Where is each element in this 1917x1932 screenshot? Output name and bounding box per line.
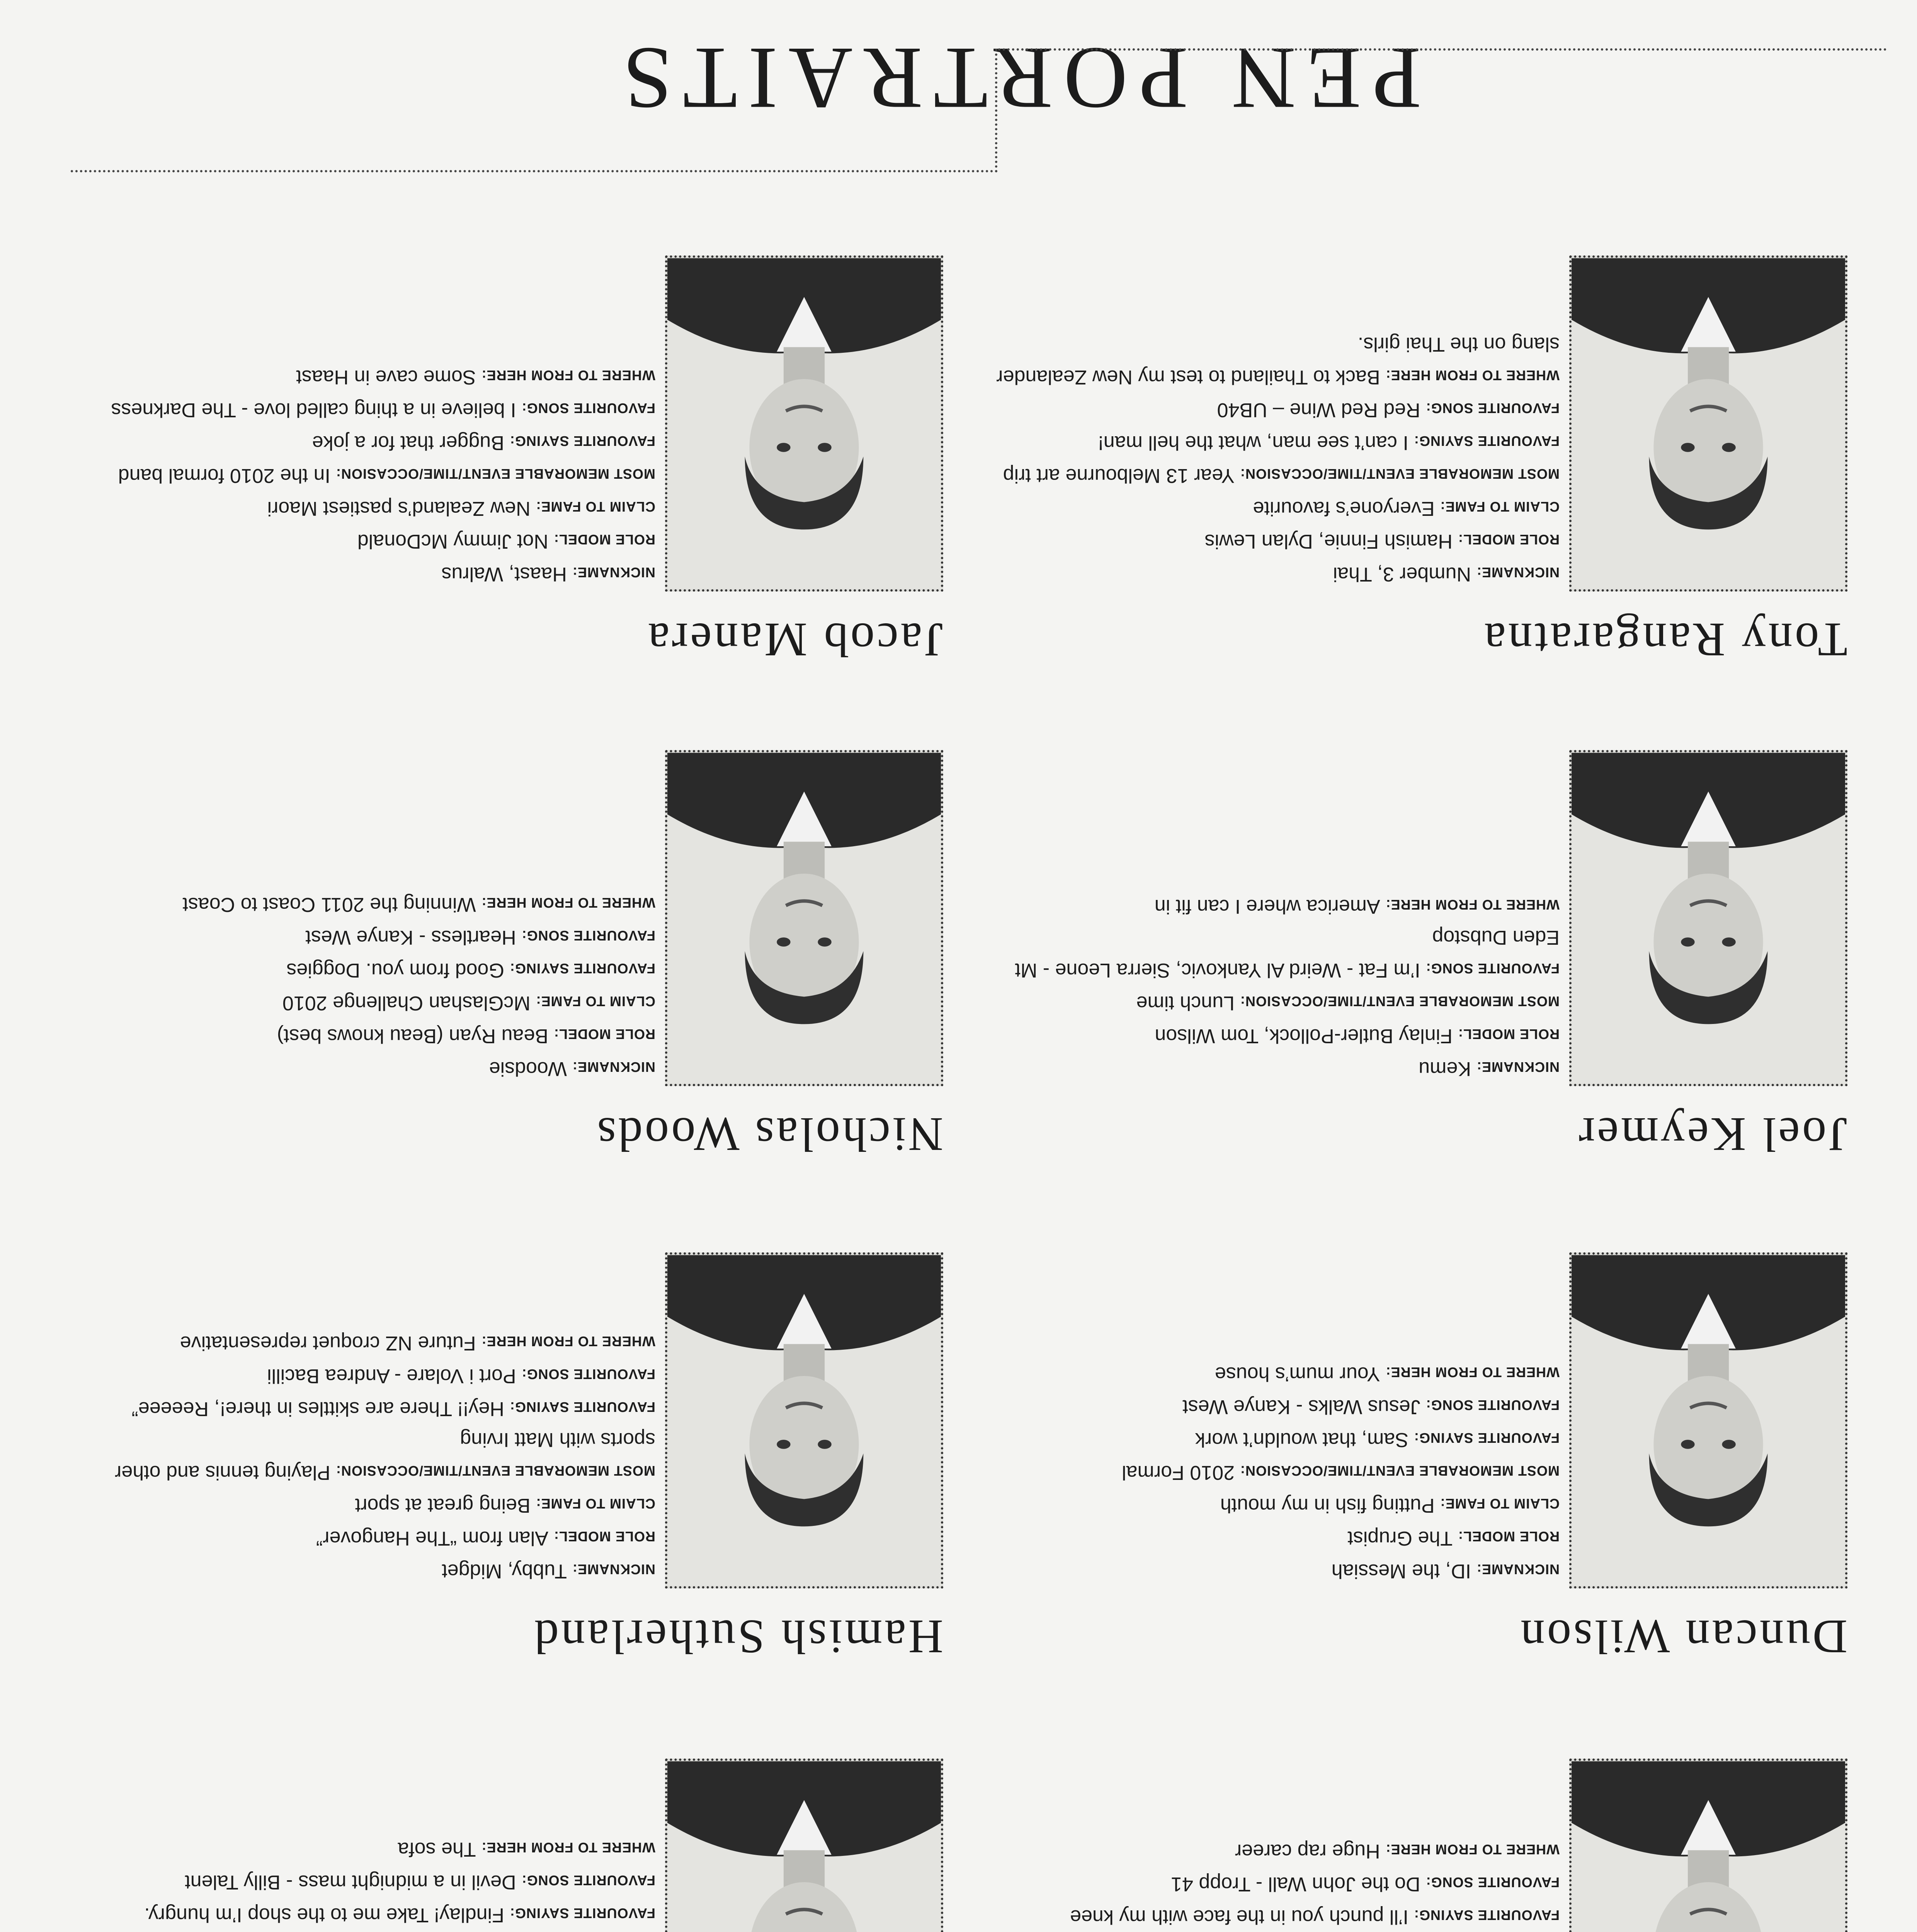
field-label: FAVOURITE SAYING: xyxy=(509,433,655,449)
field-role-model xyxy=(988,524,1560,557)
field-label: WHERE TO FROM HERE: xyxy=(481,1840,655,1855)
field-label: FAVOURITE SAYING: xyxy=(509,961,655,976)
field-label: ROLE MODEL: xyxy=(554,1026,655,1042)
portrait-photo xyxy=(1569,1759,1847,1932)
portrait-photo xyxy=(665,1252,943,1588)
field-label: ROLE MODEL: xyxy=(1458,1529,1560,1544)
field-saying xyxy=(83,1898,655,1930)
field-label: WHERE TO FROM HERE: xyxy=(481,895,655,911)
field-label: WHERE TO FROM HERE: xyxy=(481,1333,655,1349)
field-label: WHERE TO FROM HERE: xyxy=(1385,1364,1560,1380)
field-saying xyxy=(83,953,655,986)
field-label: FAVOURITE SAYING: xyxy=(1414,1430,1560,1446)
field-saying xyxy=(83,1391,655,1424)
field-value: New Zealand’s pastiest Maori xyxy=(267,497,531,520)
field-label: MOST MEMORABLE EVENT/TIME/OCCASION: xyxy=(1240,466,1560,482)
portrait-details xyxy=(988,889,1560,1084)
portrait-details xyxy=(83,887,655,1084)
field-label: NICKNAME: xyxy=(1476,1561,1560,1577)
field-label: FAVOURITE SONG: xyxy=(521,400,655,416)
portrait-photo xyxy=(665,750,943,1086)
field-value: Kemu xyxy=(1419,1058,1471,1080)
field-value: ID, the Messiah xyxy=(1331,1560,1471,1582)
field-saying xyxy=(988,1900,1560,1932)
portrait-william-kemp xyxy=(74,1718,943,1932)
field-value: America where I can fit in xyxy=(1154,895,1380,918)
field-label: FAVOURITE SONG: xyxy=(521,1872,655,1888)
field-value: I’ll punch you in the face with my knee xyxy=(1070,1906,1408,1928)
field-label: FAVOURITE SONG: xyxy=(1425,961,1560,976)
field-value: Playing tennis and other sports with Matt Irving xyxy=(115,1429,655,1484)
portrait-details xyxy=(83,360,655,590)
portrait-photo xyxy=(665,255,943,592)
field-value: Bugger that for a joke xyxy=(312,432,504,454)
portrait-photo xyxy=(665,1759,943,1932)
field-song xyxy=(83,393,655,425)
field-nickname xyxy=(988,1554,1560,1587)
portrait-photo xyxy=(1569,255,1847,592)
portrait-details xyxy=(83,1326,655,1587)
portrait-tony-rangaratna xyxy=(978,215,1847,667)
portrait-details xyxy=(988,1834,1560,1932)
field-where xyxy=(988,889,1560,922)
portrait-name: Nicholas Woods xyxy=(595,1107,943,1161)
field-label: FAVOURITE SAYING: xyxy=(509,1905,655,1921)
portrait-jacob-manera xyxy=(74,215,943,667)
field-where xyxy=(83,360,655,393)
field-label: CLAIM TO FAME: xyxy=(536,499,655,515)
field-value: Devil in a midnight mass - Billy Talent xyxy=(185,1871,516,1893)
field-value: In the 2010 formal band xyxy=(118,464,330,487)
field-value: Hamish Finnie, Dylan Lewis xyxy=(1204,530,1453,553)
portrait-details xyxy=(988,1357,1560,1587)
field-where xyxy=(83,1326,655,1359)
page-title: PEN PORTRAITS xyxy=(612,29,1422,128)
field-memorable xyxy=(988,986,1560,1019)
field-value: Red Red Wine – UB40 xyxy=(1217,399,1420,421)
field-role-model xyxy=(988,1521,1560,1554)
field-value: Heartless - Kanye West xyxy=(305,926,516,949)
field-song xyxy=(83,1359,655,1391)
field-nickname xyxy=(83,1554,655,1587)
field-label: ROLE MODEL: xyxy=(554,1529,655,1544)
field-saying xyxy=(988,425,1560,458)
field-memorable xyxy=(83,1930,655,1932)
field-label: CLAIM TO FAME: xyxy=(536,1496,655,1512)
field-value: Port i Volare - Andrea Bacilli xyxy=(267,1365,516,1387)
field-nickname xyxy=(83,1051,655,1084)
field-memorable xyxy=(988,1455,1560,1488)
field-value: Findlay! Take me to the shop I’m hungry. xyxy=(144,1904,504,1926)
field-where xyxy=(988,1834,1560,1867)
field-value: Number 3, Thai xyxy=(1333,563,1471,585)
field-value: Jesus Walks - Kanye West xyxy=(1182,1396,1420,1418)
field-value: Haast, Walrus xyxy=(441,563,567,585)
field-label: NICKNAME: xyxy=(1476,565,1560,580)
field-value: I’m Fat - Weird Al Yankovic, Sierra Leone - Mt Eden Dubstop xyxy=(1015,926,1560,981)
field-value: Some cave in Haast xyxy=(296,366,476,388)
field-value: Woodsie xyxy=(489,1058,567,1080)
field-value: The sofa xyxy=(398,1838,476,1861)
field-value: Your mum’s house xyxy=(1214,1363,1380,1385)
field-where xyxy=(988,329,1560,393)
field-value: Lunch time xyxy=(1136,992,1235,1014)
field-claim-to-fame xyxy=(988,491,1560,524)
field-value: Winning the 2011 Coast to Coast xyxy=(182,893,476,916)
field-label: FAVOURITE SONG: xyxy=(521,928,655,944)
field-value: McGlashan Challenge 2010 xyxy=(282,992,531,1014)
field-value: 2010 Formal xyxy=(1122,1461,1235,1484)
field-value: Sam, that wouldn’t work xyxy=(1195,1429,1408,1451)
field-value: Alan from “The Hangover” xyxy=(316,1527,549,1549)
field-value: Huge rap career xyxy=(1235,1840,1380,1862)
field-label: FAVOURITE SONG: xyxy=(521,1366,655,1382)
portrait-photo xyxy=(1569,1252,1847,1588)
field-label: MOST MEMORABLE EVENT/TIME/OCCASION: xyxy=(336,466,655,482)
field-label: NICKNAME: xyxy=(572,565,655,580)
field-value: Putting fish in my mouth xyxy=(1220,1494,1435,1517)
title-rule-lower xyxy=(997,48,1886,51)
field-label: MOST MEMORABLE EVENT/TIME/OCCASION: xyxy=(1240,1463,1560,1479)
field-song xyxy=(988,922,1560,986)
field-value: Everyone’s favourite xyxy=(1253,497,1435,520)
field-label: FAVOURITE SAYING: xyxy=(509,1399,655,1415)
field-memorable xyxy=(988,458,1560,491)
field-nickname xyxy=(83,557,655,590)
field-saying xyxy=(988,1422,1560,1455)
field-label: ROLE MODEL: xyxy=(1458,532,1560,548)
field-nickname xyxy=(988,557,1560,590)
field-label: WHERE TO FROM HERE: xyxy=(1385,897,1560,913)
field-saying xyxy=(83,425,655,458)
field-song xyxy=(988,1867,1560,1900)
field-label: FAVOURITE SAYING: xyxy=(1414,1907,1560,1923)
field-label: MOST MEMORABLE EVENT/TIME/OCCASION: xyxy=(1240,993,1560,1009)
portrait-nicholas-woods xyxy=(74,709,943,1162)
field-role-model xyxy=(988,1019,1560,1051)
portrait-name: Jacob Manera xyxy=(646,613,943,666)
field-label: FAVOURITE SAYING: xyxy=(1414,433,1560,449)
field-label: CLAIM TO FAME: xyxy=(536,993,655,1009)
field-value: I believe in a thing called love - The Darkness xyxy=(111,399,516,421)
field-memorable xyxy=(83,1424,655,1488)
field-value: Beau Ryan (Beau knows best) xyxy=(277,1025,549,1047)
field-value: Finlay Butler-Pollock, Tom Wilson xyxy=(1155,1025,1453,1047)
field-value: The Grupist xyxy=(1347,1527,1453,1549)
portrait-thomas-wilson xyxy=(978,1718,1847,1932)
field-role-model xyxy=(83,1521,655,1554)
portrait-duncan-wilson xyxy=(978,1212,1847,1664)
field-label: NICKNAME: xyxy=(1476,1059,1560,1075)
field-value: Back to Thailand to test my New Zealander slang on the Thai girls. xyxy=(996,333,1560,388)
field-claim-to-fame xyxy=(83,491,655,524)
field-label: ROLE MODEL: xyxy=(554,532,655,548)
title-rule xyxy=(70,170,997,172)
field-value: Being great at sport xyxy=(355,1494,531,1517)
field-value: Good from you. Doggies xyxy=(286,959,504,981)
field-value: Future NZ croquet representative xyxy=(180,1332,476,1354)
field-label: WHERE TO FROM HERE: xyxy=(1385,367,1560,383)
portrait-photo xyxy=(1569,750,1847,1086)
field-where xyxy=(988,1357,1560,1389)
field-label: WHERE TO FROM HERE: xyxy=(1385,1842,1560,1857)
field-claim-to-fame xyxy=(988,1488,1560,1521)
field-value: Year 13 Melbourne art trip xyxy=(1003,464,1235,487)
field-label: MOST MEMORABLE EVENT/TIME/OCCASION: xyxy=(336,1463,655,1479)
field-value: Do the John Wall - Tropp 41 xyxy=(1171,1873,1420,1895)
field-label: NICKNAME: xyxy=(572,1059,655,1075)
portrait-joel-keymer xyxy=(978,709,1847,1162)
field-value: I can’t see man, what the hell man! xyxy=(1098,432,1408,454)
field-song xyxy=(83,1865,655,1898)
portrait-name: Joel Keymer xyxy=(1576,1107,1847,1161)
portrait-details xyxy=(83,1832,655,1932)
field-claim-to-fame xyxy=(83,986,655,1019)
field-label: FAVOURITE SONG: xyxy=(1425,1874,1560,1890)
field-value: Not Jimmy McDonald xyxy=(357,530,549,553)
portrait-name: Duncan Wilson xyxy=(1518,1610,1847,1663)
field-label: ROLE MODEL: xyxy=(1458,1026,1560,1042)
field-where xyxy=(83,1832,655,1865)
field-song xyxy=(988,393,1560,425)
portrait-details xyxy=(988,329,1560,590)
field-value: Tubby, Midget xyxy=(442,1560,567,1582)
portrait-hamish-sutherland xyxy=(74,1212,943,1664)
field-label: FAVOURITE SONG: xyxy=(1425,1397,1560,1413)
field-memorable xyxy=(83,458,655,491)
field-label: NICKNAME: xyxy=(572,1561,655,1577)
field-label: CLAIM TO FAME: xyxy=(1440,1496,1560,1512)
portrait-name: Tony Rangaratna xyxy=(1482,613,1847,666)
field-nickname xyxy=(988,1051,1560,1084)
field-role-model xyxy=(83,524,655,557)
title-rule-tick xyxy=(995,49,997,172)
field-label: CLAIM TO FAME: xyxy=(1440,499,1560,515)
field-value: Hey!! There are skittles in there!, Reeeee” xyxy=(131,1398,504,1420)
field-label: FAVOURITE SONG: xyxy=(1425,400,1560,416)
portrait-name: Hamish Sutherland xyxy=(532,1610,943,1663)
field-role-model xyxy=(83,1019,655,1051)
field-where xyxy=(83,887,655,920)
field-label: WHERE TO FROM HERE: xyxy=(481,367,655,383)
field-claim-to-fame xyxy=(83,1488,655,1521)
field-song xyxy=(83,920,655,953)
field-song xyxy=(988,1389,1560,1422)
